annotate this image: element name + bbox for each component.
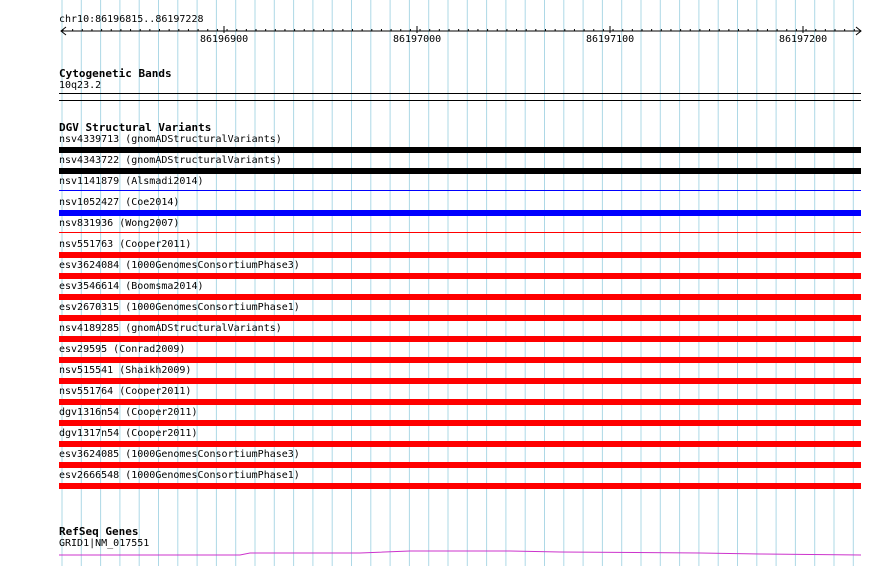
dgv-variant-label[interactable]: nsv4339713 (gnomADStructuralVariants) — [59, 134, 282, 145]
cytoband-band-line[interactable] — [59, 93, 861, 94]
dgv-variant-label[interactable]: nsv831936 (Wong2007) — [59, 218, 180, 229]
dgv-variant-bar[interactable] — [59, 441, 861, 447]
dgv-variant-bar[interactable] — [59, 462, 861, 468]
dgv-track-title: DGV Structural Variants — [59, 121, 212, 134]
cytoband-label[interactable]: 10q23.2 — [59, 80, 102, 91]
dgv-variant-bar[interactable] — [59, 147, 861, 153]
dgv-variant-bar[interactable] — [59, 210, 861, 216]
dgv-variant-bar[interactable] — [59, 420, 861, 426]
dgv-variant-label[interactable]: nsv1052427 (Coe2014) — [59, 197, 180, 208]
dgv-variant-bar[interactable] — [59, 357, 861, 363]
dgv-variant-label[interactable]: esv3624085 (1000GenomesConsortiumPhase3) — [59, 449, 300, 460]
dgv-variant-label[interactable]: esv2666548 (1000GenomesConsortiumPhase1) — [59, 470, 300, 481]
dgv-variant-label[interactable]: esv3546614 (Boomsma2014) — [59, 281, 204, 292]
dgv-variant-bar[interactable] — [59, 273, 861, 279]
dgv-variant-bar[interactable] — [59, 232, 861, 233]
dgv-variant-bar[interactable] — [59, 336, 861, 342]
dgv-variant-bar[interactable] — [59, 168, 861, 174]
dgv-variant-bar[interactable] — [59, 483, 861, 489]
dgv-variant-label[interactable]: esv29595 (Conrad2009) — [59, 344, 186, 355]
dgv-variant-bar[interactable] — [59, 252, 861, 258]
refseq-gene-label[interactable]: GRID1|NM_017551 — [59, 538, 150, 549]
dgv-variant-label[interactable]: nsv551763 (Cooper2011) — [59, 239, 192, 250]
ruler-tick-label: 86196900 — [200, 34, 249, 45]
dgv-variant-label[interactable]: nsv1141879 (Alsmadi2014) — [59, 176, 204, 187]
cytoband-track-title: Cytogenetic Bands — [59, 67, 172, 80]
dgv-variant-label[interactable]: dgv1317n54 (Cooper2011) — [59, 428, 198, 439]
dgv-variant-label[interactable]: nsv551764 (Cooper2011) — [59, 386, 192, 397]
coordinate-ruler[interactable] — [0, 0, 890, 40]
dgv-variant-label[interactable]: nsv4189285 (gnomADStructuralVariants) — [59, 323, 282, 334]
dgv-variant-label[interactable]: esv2670315 (1000GenomesConsortiumPhase1) — [59, 302, 300, 313]
ruler-tick-label: 86197100 — [586, 34, 635, 45]
ruler-tick-label: 86197000 — [393, 34, 442, 45]
track-separator — [59, 100, 861, 101]
location-label: chr10:86196815..86197228 — [59, 14, 204, 25]
dgv-variant-bar[interactable] — [59, 378, 861, 384]
ruler-tick-label: 86197200 — [779, 34, 828, 45]
dgv-variant-label[interactable]: nsv515541 (Shaikh2009) — [59, 365, 192, 376]
refseq-gene-line — [59, 551, 861, 555]
dgv-variant-bar[interactable] — [59, 190, 861, 191]
dgv-variant-bar[interactable] — [59, 315, 861, 321]
dgv-variant-label[interactable]: nsv4343722 (gnomADStructuralVariants) — [59, 155, 282, 166]
refseq-track-title: RefSeq Genes — [59, 525, 139, 538]
dgv-variant-label[interactable]: esv3624084 (1000GenomesConsortiumPhase3) — [59, 260, 300, 271]
refseq-gene-model[interactable] — [0, 548, 890, 564]
dgv-variant-label[interactable]: dgv1316n54 (Cooper2011) — [59, 407, 198, 418]
dgv-variant-bar[interactable] — [59, 294, 861, 300]
dgv-variant-bar[interactable] — [59, 399, 861, 405]
